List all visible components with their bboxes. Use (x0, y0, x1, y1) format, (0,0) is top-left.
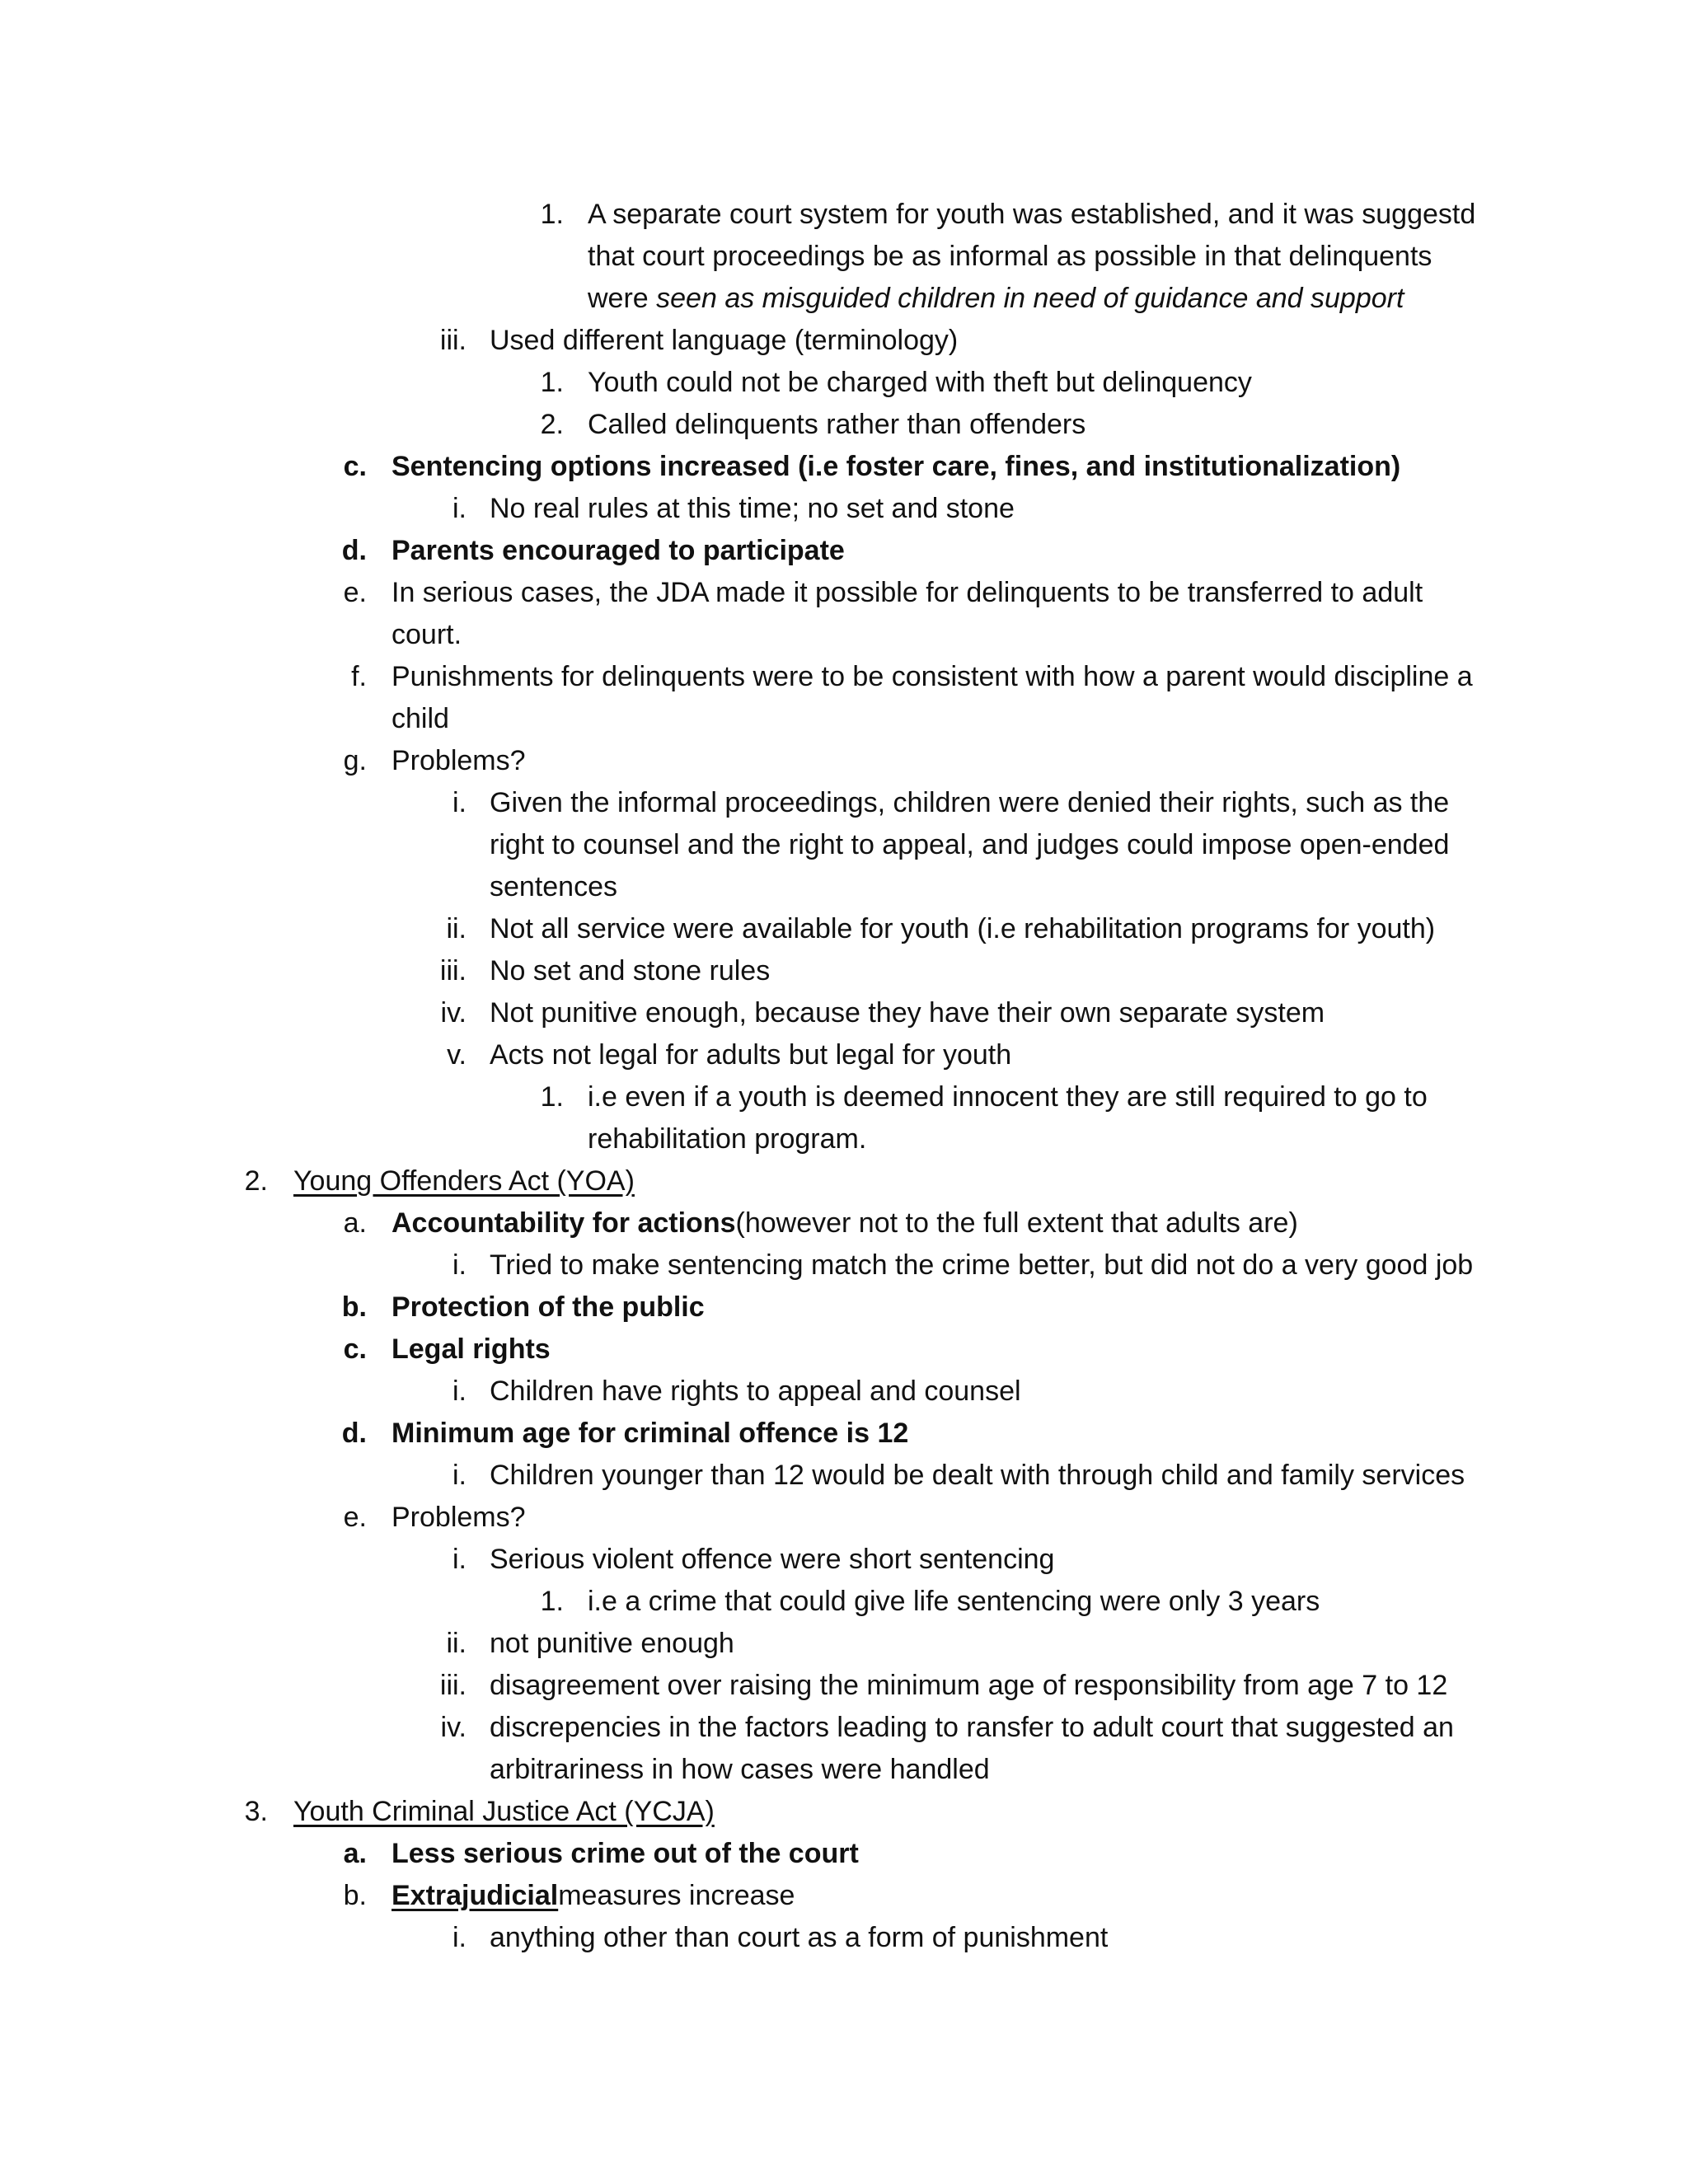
list-item-text: Legal rights (392, 1333, 551, 1365)
list-item-text (392, 1202, 1298, 1244)
list-item-text: No real rules at this time; no set and stone (490, 493, 1015, 524)
list-item-text: anything other than court as a form of punishment (490, 1922, 1109, 1953)
list-item-text: Used different language (terminology) (490, 325, 959, 356)
list-marker: ii. (446, 913, 467, 944)
list-item-text: Not punitive enough, because they have their own separate system (490, 997, 1325, 1029)
list-item-text: not punitive enough (490, 1628, 734, 1659)
bold-emphasis: Accountability for actions (392, 1207, 736, 1239)
bold-underlined-term: Extrajudicial (392, 1880, 559, 1911)
list-item-text: court. (392, 619, 462, 650)
list-item-text: Punishments for delinquents were to be consistent with how a parent would discipline a (392, 661, 1473, 692)
list-item-text (392, 1874, 795, 1917)
list-item-text: right to counsel and the right to appeal, and judges could impose open-ended (490, 829, 1450, 860)
list-item-text: that court proceedings be as informal as possible in that delinquents (588, 241, 1432, 272)
list-marker: f. (351, 661, 367, 692)
list-marker: a. (343, 1207, 367, 1239)
plain-text: measures increase (558, 1880, 795, 1911)
list-marker: c. (343, 451, 367, 482)
list-item-text: i.e a crime that could give life sentencing were only 3 years (588, 1586, 1320, 1617)
list-marker: g. (343, 745, 367, 776)
list-item-text: Problems? (392, 1502, 526, 1533)
list-marker: i. (452, 1460, 467, 1491)
list-item-text: Protection of the public (392, 1291, 705, 1323)
list-marker: c. (343, 1333, 367, 1365)
list-marker: b. (343, 1880, 367, 1911)
list-item-text: Children younger than 12 would be dealt with through child and family services (490, 1460, 1465, 1491)
list-marker: iii. (439, 1670, 467, 1701)
list-item-text: disagreement over raising the minimum age of responsibility from age 7 to 12 (490, 1670, 1448, 1701)
section-heading: Youth Criminal Justice Act (YCJA) (293, 1796, 715, 1827)
list-marker: iii. (439, 325, 467, 356)
list-marker: a. (343, 1838, 367, 1869)
list-item-text (588, 277, 1404, 320)
list-marker: i. (452, 493, 467, 524)
list-marker: i. (452, 1544, 467, 1575)
list-item-text: Tried to make sentencing match the crime better, but did not do a very good job (490, 1249, 1474, 1281)
list-marker: b. (341, 1291, 367, 1323)
list-item-text: A separate court system for youth was established, and it was suggestd (588, 199, 1476, 230)
list-item-text: No set and stone rules (490, 955, 771, 987)
list-marker: iv. (440, 1712, 467, 1743)
list-item-text: arbitrariness in how cases were handled (490, 1754, 990, 1785)
list-marker: iv. (440, 997, 467, 1029)
list-marker: i. (452, 787, 467, 818)
list-marker: e. (343, 1502, 367, 1533)
list-item-text: Serious violent offence were short sentencing (490, 1544, 1055, 1575)
list-marker: 1. (540, 367, 564, 398)
list-item-text: Less serious crime out of the court (392, 1838, 859, 1869)
list-item-text: In serious cases, the JDA made it possible for delinquents to be transferred to adult (392, 577, 1423, 608)
list-item-text: Called delinquents rather than offenders (588, 409, 1086, 440)
list-item-text: Acts not legal for adults but legal for youth (490, 1039, 1012, 1071)
section-heading: Young Offenders Act (YOA) (293, 1165, 635, 1197)
list-item-text: discrepencies in the factors leading to ransfer to adult court that suggested an (490, 1712, 1454, 1743)
list-marker: ii. (446, 1628, 467, 1659)
list-item-text: sentences (490, 871, 617, 902)
list-item-text: Problems? (392, 745, 526, 776)
list-item-text: Not all service were available for youth (i.e rehabilitation programs for youth) (490, 913, 1436, 944)
list-marker: d. (341, 535, 367, 566)
list-marker: iii. (439, 955, 467, 987)
list-item-text: Given the informal proceedings, children were denied their rights, such as the (490, 787, 1450, 818)
list-marker: i. (452, 1922, 467, 1953)
list-item-text: Parents encouraged to participate (392, 535, 845, 566)
list-item-text: child (392, 703, 449, 734)
list-item-text: Minimum age for criminal offence is 12 (392, 1418, 909, 1449)
italic-emphasis: seen as misguided children in need of guidance and support (656, 283, 1404, 314)
list-item-text: rehabilitation program. (588, 1123, 867, 1155)
list-marker: i. (452, 1249, 467, 1281)
list-marker: 2. (244, 1165, 268, 1197)
list-marker: e. (343, 577, 367, 608)
plain-text: were (588, 283, 657, 314)
list-marker: 2. (540, 409, 564, 440)
list-marker: v. (447, 1039, 467, 1071)
list-marker: 1. (540, 1081, 564, 1113)
plain-text: (however not to the full extent that adults are) (735, 1207, 1298, 1239)
list-marker: 1. (540, 199, 564, 230)
list-marker: 3. (244, 1796, 268, 1827)
list-item-text: Youth could not be charged with theft but delinquency (588, 367, 1252, 398)
list-marker: i. (452, 1376, 467, 1407)
list-marker: 1. (540, 1586, 564, 1617)
list-item-text: Sentencing options increased (i.e foster care, fines, and institutionalization) (392, 451, 1401, 482)
list-item-text: Children have rights to appeal and counsel (490, 1376, 1021, 1407)
list-marker: d. (341, 1418, 367, 1449)
list-item-text: i.e even if a youth is deemed innocent they are still required to go to (588, 1081, 1428, 1113)
